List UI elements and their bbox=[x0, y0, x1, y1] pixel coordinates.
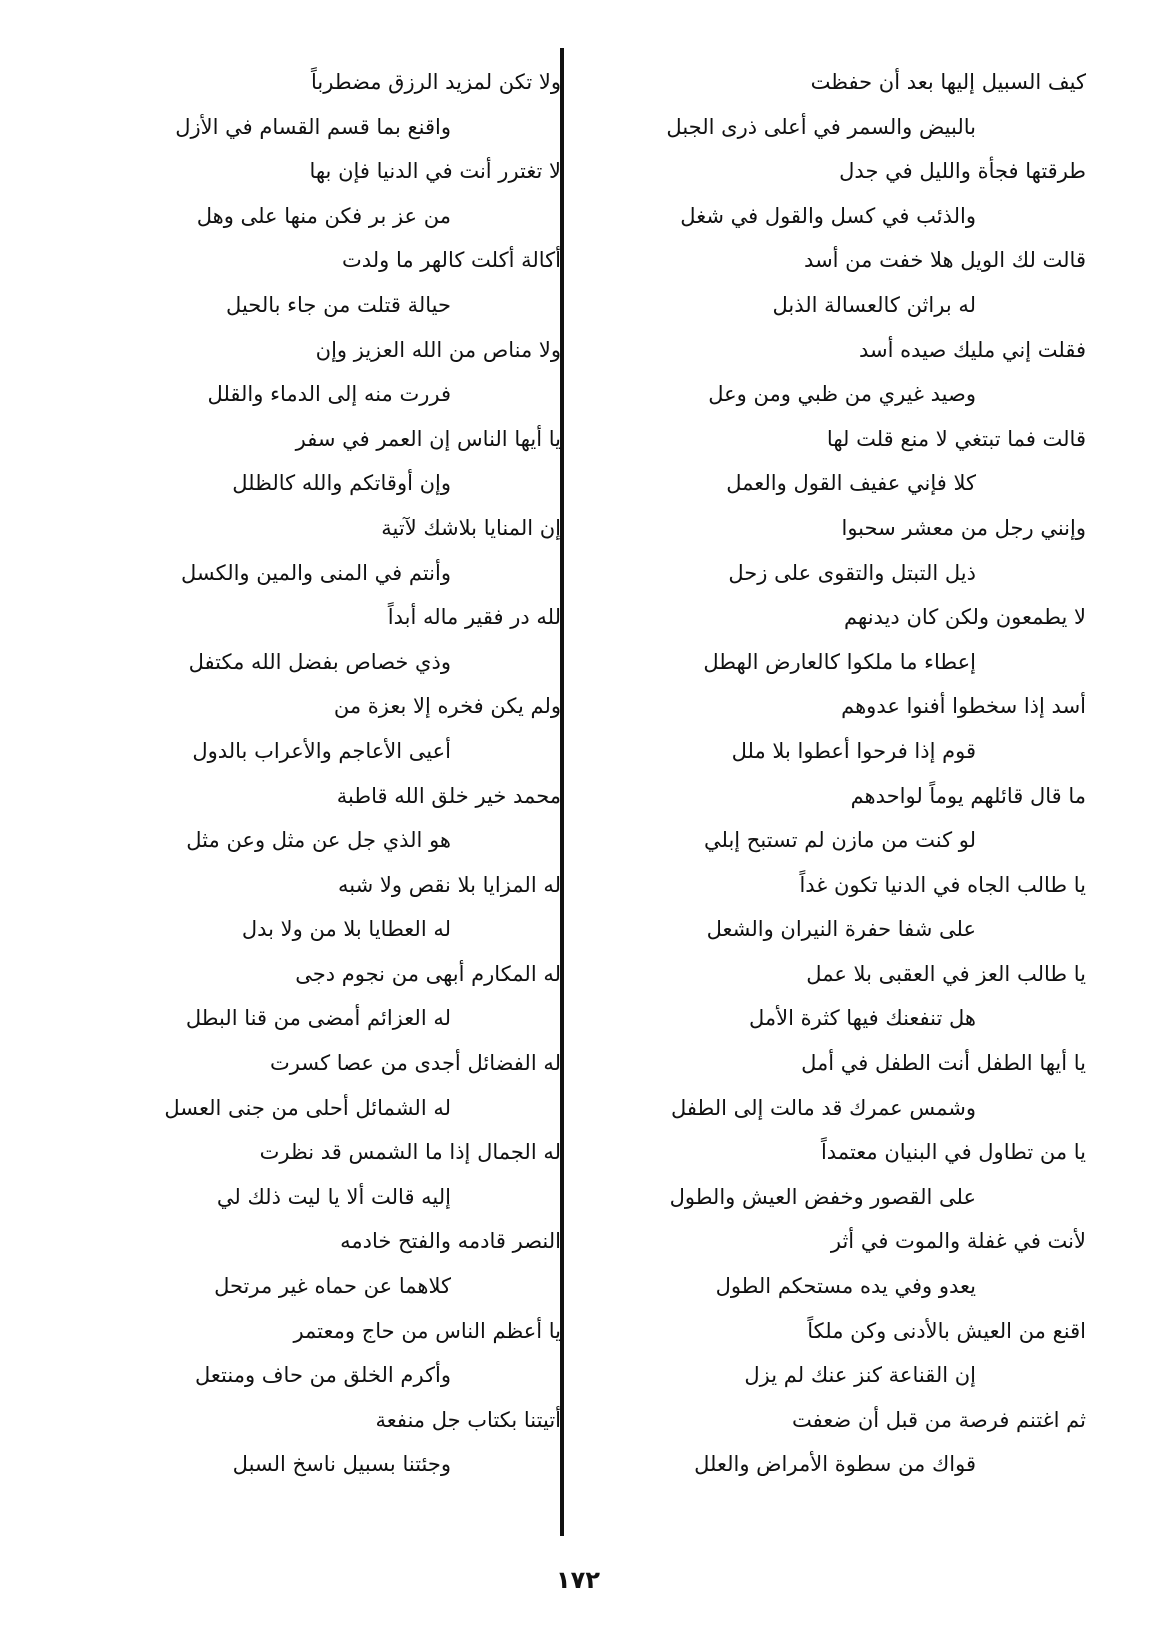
verse-line: كلاهما عن حماه غير مرتحل bbox=[214, 1274, 451, 1299]
verse-line: على القصور وخفض العيش والطول bbox=[669, 1184, 976, 1209]
verse-line: من عز بر فكن منها على وهل bbox=[196, 203, 451, 228]
verse-line: ولم يكن فخره إلا بعزة من bbox=[333, 694, 561, 719]
verse-line: يعدو وفي يده مستحكم الطول bbox=[715, 1274, 976, 1299]
verse-line: لو كنت من مازن لم تستبح إبلي bbox=[703, 828, 976, 853]
verse-line: قوم إذا فرحوا أعطوا بلا ملل bbox=[731, 738, 976, 763]
verse-line: إن القناعة كنز عنك لم يزل bbox=[744, 1363, 976, 1388]
verse-line: هو الذي جل عن مثل وعن مثل bbox=[186, 828, 451, 853]
verse-line: قالت لك الويل هلا خفت من أسد bbox=[804, 248, 1086, 273]
verse-line: أتيتنا بكتاب جل منفعة bbox=[375, 1407, 561, 1432]
verse-line: إعطاء ما ملكوا كالعارض الهطل bbox=[703, 649, 976, 674]
verse-line: إن المنايا بلاشك لآتية bbox=[381, 515, 561, 540]
verse-line: هل تنفعنك فيها كثرة الأمل bbox=[749, 1006, 976, 1031]
verse-line: ما قال قائلهم يوماً لواحدهم bbox=[850, 783, 1086, 808]
verse-line: يا أيها الطفل أنت الطفل في أمل bbox=[801, 1051, 1086, 1076]
verse-line: أكالة أكلت كالهر ما ولدت bbox=[341, 248, 561, 273]
verse-line: على شفا حفرة النيران والشعل bbox=[706, 917, 976, 942]
verse-line: يا أيها الناس إن العمر في سفر bbox=[295, 426, 561, 451]
verse-line: له العزائم أمضى من قنا البطل bbox=[185, 1006, 451, 1031]
page-number: ١٧٢ bbox=[556, 1566, 600, 1594]
verse-line: محمد خير خلق الله قاطبة bbox=[336, 783, 561, 808]
verse-line: فررت منه إلى الدماء والقلل bbox=[207, 382, 451, 407]
verse-line: له براثن كالعسالة الذبل bbox=[772, 292, 976, 317]
verse-line: وشمس عمرك قد مالت إلى الطفل bbox=[670, 1095, 976, 1120]
verse-line: يا طالب العز في العقبى بلا عمل bbox=[806, 961, 1086, 986]
verse-line: أعيى الأعاجم والأعراب بالدول bbox=[192, 738, 451, 763]
verse-line: وذي خصاص بفضل الله مكتفل bbox=[188, 649, 451, 674]
verse-line: أسد إذا سخطوا أفنوا عدوهم bbox=[841, 694, 1086, 719]
verse-line: قواك من سطوة الأمراض والعلل bbox=[694, 1452, 976, 1477]
verse-line: واقنع بما قسم القسام في الأزل bbox=[175, 114, 451, 139]
verse-line: وإنني رجل من معشر سحبوا bbox=[841, 515, 1086, 540]
verse-line: وأنتم في المنى والمين والكسل bbox=[180, 560, 451, 585]
verse-line: يا من تطاول في البنيان معتمداً bbox=[820, 1140, 1086, 1165]
verse-line: إليه قالت ألا يا ليت ذلك لي bbox=[216, 1184, 451, 1209]
verse-line: ولا مناص من الله العزيز وإن bbox=[315, 337, 561, 362]
verse-line: كيف السبيل إليها بعد أن حفظت bbox=[810, 70, 1086, 94]
verse-line: يا طالب الجاه في الدنيا تكون غداً bbox=[799, 872, 1086, 897]
verse-line: لأنت في غفلة والموت في أثر bbox=[830, 1229, 1086, 1254]
verse-line: له المزايا بلا نقص ولا شبه bbox=[338, 872, 561, 897]
verse-line: لله در فقير ماله أبداً bbox=[387, 605, 561, 630]
verse-line: طرقتها فجأة والليل في جدل bbox=[839, 159, 1086, 184]
verse-line: يا أعظم الناس من حاج ومعتمر bbox=[293, 1318, 561, 1343]
verse-line: لا تغترر أنت في الدنيا فإن بها bbox=[309, 159, 561, 184]
verse-line: ثم اغتنم فرصة من قبل أن ضعفت bbox=[791, 1407, 1086, 1432]
verse-line: اقنع من العيش بالأدنى وكن ملكاً bbox=[807, 1318, 1086, 1343]
verse-line: ذيل التبتل والتقوى على زحل bbox=[728, 560, 976, 585]
verse-line: له الجمال إذا ما الشمس قد نظرت bbox=[259, 1140, 561, 1165]
verse-line: له الشمائل أحلى من جنى العسل bbox=[164, 1095, 451, 1120]
verse-line: قالت فما تبتغي لا منع قلت لها bbox=[826, 426, 1086, 451]
verse-line: النصر قادمه والفتح خادمه bbox=[340, 1229, 561, 1254]
verse-line: له العطايا بلا من ولا بدل bbox=[241, 917, 451, 942]
verse-line: وصيد غيري من ظبي ومن وعل bbox=[708, 382, 976, 407]
verse-line: له الفضائل أجدى من عصا كسرت bbox=[270, 1051, 561, 1076]
verse-line: له المكارم أبهى من نجوم دجى bbox=[295, 961, 561, 986]
verse-line: وجئتنا بسبيل ناسخ السبل bbox=[232, 1452, 451, 1477]
verse-line: والذئب في كسل والقول في شغل bbox=[680, 203, 976, 228]
verse-line: وإن أوقاتكم والله كالظلل bbox=[232, 471, 451, 496]
left-column bbox=[61, 60, 561, 1487]
verse-line: بالبيض والسمر في أعلى ذرى الجبل bbox=[666, 114, 976, 139]
verse-line: حيالة قتلت من جاء بالحيل bbox=[226, 292, 451, 317]
right-column bbox=[586, 60, 1086, 1487]
verse-line: وأكرم الخلق من حاف ومنتعل bbox=[195, 1363, 451, 1388]
verse-line: فقلت إني مليك صيده أسد bbox=[858, 337, 1086, 362]
verse-line: ولا تكن لمزيد الرزق مضطرباً bbox=[310, 70, 561, 94]
verse-line: لا يطمعون ولكن كان ديدنهم bbox=[844, 605, 1086, 630]
verse-line: كلا فإني عفيف القول والعمل bbox=[726, 471, 976, 496]
